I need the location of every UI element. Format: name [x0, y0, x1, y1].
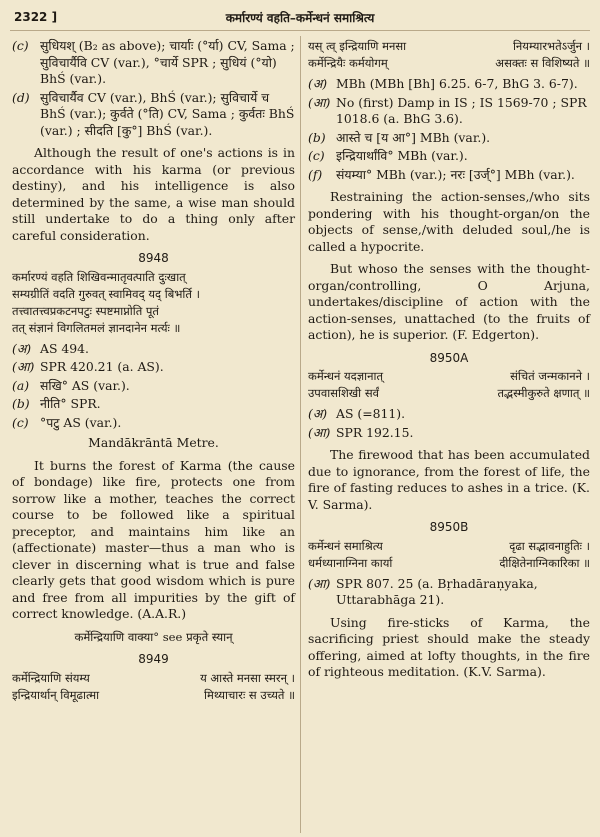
variant-reading	[12, 378, 295, 395]
left-variant-list-b	[12, 341, 295, 432]
verse-line	[12, 269, 295, 286]
verse-line	[308, 368, 590, 385]
variant-reading	[12, 90, 295, 140]
verse-half-a: सम्यग्रीतिं वदति गुरुवत् स्वामिवद् यद् बिभर्ति ।	[12, 286, 200, 301]
verse-half-a: कर्मारण्यं वहति शिखिवन्मातृवत्पाति दुःखात्	[12, 269, 186, 284]
right-variant-list-c	[308, 576, 590, 609]
verse-half-b: संचितं जन्मकानने ।	[510, 369, 590, 383]
verse-half-a: धर्मध्यानाग्निना कार्या	[308, 555, 393, 570]
verse-line	[12, 303, 295, 320]
variant-text: इन्द्रियार्थांवि° MBh (var.).	[336, 148, 468, 163]
verse-half-a: यस् त्व् इन्द्रियाणि मनसा	[308, 39, 407, 53]
verse-half-b: असक्तः स विशिष्यते ॥	[495, 56, 590, 70]
variant-text: AS (=811).	[336, 406, 406, 421]
right-translation-3: The firewood that has been accumulated due to ignorance, from the forest of life, the fire of fasting reduces to ashes in a trice. (K. V. Sarma).	[308, 447, 590, 512]
verse-8950a	[308, 368, 590, 402]
right-variant-list-b	[308, 406, 590, 441]
verse-number-8949: 8949	[138, 652, 169, 666]
variant-reading	[308, 76, 590, 93]
verse-half-a: तत्त्वातत्त्वप्रकटनपटुः स्पष्टमाप्नोति पूतं	[12, 303, 159, 318]
verse-half-a: कर्मेन्द्रियाणि संयम्य	[12, 670, 90, 685]
verse-half-b: नियम्यारभतेऽर्जुन ।	[512, 39, 590, 53]
verse-half-a: तत् संज्ञानं विगलितमलं ज्ञानदानेन मर्त्यः ॥	[12, 320, 181, 335]
variant-reading	[308, 95, 590, 128]
variant-label: (a)	[12, 377, 30, 393]
right-translation-1: Restraining the action-senses,/who sits pondering with his thought-organ/on the objects of sense,/with deluded soul,/he is called a hypocrite.	[308, 189, 590, 254]
variant-text: SPR 192.15.	[336, 424, 414, 440]
page-header	[14, 6, 586, 28]
verse-line	[308, 38, 590, 55]
left-translation-1: Although the result of one's actions is in accordance with his karma (or previous destiny), and his intelligence is also determined by the same, a wise man should still undertake to do a thing only after careful consideration.	[12, 145, 295, 243]
variant-label: (d)	[12, 89, 30, 105]
verse-8950b	[308, 538, 590, 572]
variant-text: नीति° SPR.	[40, 396, 101, 411]
variant-reading	[12, 38, 295, 88]
variant-text: AS 494.	[40, 340, 89, 356]
verse-line	[308, 555, 590, 572]
column-divider	[300, 36, 301, 833]
verse-half-a: उपवासशिखी सर्वं	[308, 386, 379, 400]
variant-text: संयम्या° MBh (var.); नरः [उर्ज्°] MBh (var.).	[336, 166, 575, 182]
variant-label: (c)	[12, 414, 29, 430]
verse-number-8948: 8948	[138, 251, 169, 265]
variant-reading	[12, 396, 295, 413]
verse-line	[308, 538, 590, 555]
variant-reading	[308, 148, 590, 165]
variant-text: सुधियश् (B₂ as above); चार्याः (°र्या) CV, Sama ; सुविचार्यैवि CV (var.), °चार्ये SPR ; सुधियं (°यो) BhŚ (var.).	[40, 38, 295, 86]
left-translation-2: It burns the forest of Karma (the cause of bondage) like fire, protects one from sorrow like a mother, teaches the correct course to be followed like a spiritual preceptor, and maintains him like an (affectionate) master—thus a man who is clever in discerning what is true and false clearly gets that good wisdom which is pure and free from all impurities by the gift of correct knowledge. (A.A.R.)	[12, 457, 295, 621]
metre-note: Mandākrāntā Metre.	[88, 435, 219, 450]
right-translation-2: But whoso the senses with the thought-organ/controlling, O Arjuna, undertakes/discipline of action with the action-senses, unattached (to the fruits of action), he is superior. (F. Edgerton).	[308, 261, 590, 342]
variant-label: (आ)	[12, 359, 35, 374]
variant-text: सखि° AS (var.).	[40, 377, 130, 393]
verse-half-b: मिथ्याचारः स उच्यते ॥	[204, 687, 295, 702]
variant-reading	[308, 130, 590, 147]
verse-number-8950a: 8950A	[429, 350, 469, 365]
variant-reading	[12, 341, 295, 358]
variant-label: (आ)	[308, 424, 331, 440]
variant-label: (c)	[308, 148, 325, 163]
variant-text: आस्ते च [य आ°] MBh (var.).	[336, 129, 491, 145]
verse-line	[308, 385, 590, 402]
variant-text: MBh (MBh [Bh] 6.25. 6-7, BhG 3. 6-7).	[336, 76, 578, 91]
right-translation-4: Using fire-sticks of Karma, the sacrificing priest should make the steady offering, aimed at lofty thoughts, in the fire of righteous meditation. (K.V. Sarma).	[308, 614, 590, 679]
page-number: 2322 ]	[14, 10, 58, 24]
verse-8948	[12, 269, 295, 337]
variant-label: (f)	[308, 166, 323, 182]
verse-line	[12, 320, 295, 337]
verse-line	[12, 670, 295, 687]
variant-label: (आ)	[308, 94, 331, 110]
variant-text: SPR 807. 25 (a. Bṛhadāraṇyaka, Uttarabhāga 21).	[336, 575, 538, 607]
variant-reading	[12, 359, 295, 376]
verse-8949	[12, 670, 295, 704]
verse-half-b: दीक्षितेनाग्निकारिका ॥	[499, 555, 590, 570]
verse-8949-continued	[308, 38, 590, 72]
variant-reading	[308, 425, 590, 442]
header-rule	[10, 30, 590, 31]
right-column	[308, 36, 590, 837]
variant-text: SPR 420.21 (a. AS).	[40, 359, 164, 374]
variant-label: (b)	[308, 129, 326, 145]
variant-text: सुविचार्यैव CV (var.), BhŚ (var.); सुविचार्ये च BhŚ (var.); कुर्वते (°ति) CV, Sama ; कुर्वतः BhŚ (var.) ; सीदति [कु°] BhŚ (var.).	[40, 89, 295, 138]
verse-line	[12, 286, 295, 303]
variant-text: °पटु AS (var.).	[40, 414, 122, 430]
variant-reading	[308, 576, 590, 609]
verse-line	[308, 55, 590, 72]
verse-half-a: कर्मेन्धनं यदज्ञानात्	[308, 369, 384, 383]
variant-text: No (first) Damp in IS ; IS 1569-70 ; SPR 1018.6 (a. BhG 3.6).	[336, 94, 587, 126]
variant-label: (अ)	[12, 340, 32, 356]
verse-half-b: तद्भस्मीकुरुते क्षणात् ॥	[497, 386, 590, 400]
running-title: कर्मारण्यं वहति–कर्मेन्धनं समाश्रित्य	[225, 11, 375, 25]
variant-label: (b)	[12, 396, 30, 411]
verse-half-a: कर्मेन्धनं समाश्रित्य	[308, 538, 383, 553]
verse-line	[12, 687, 295, 704]
variant-label: (आ)	[308, 575, 331, 591]
variant-label: (अ)	[308, 76, 328, 91]
verse-half-b: दृढा सद्भावनाहुतिः ।	[509, 538, 590, 553]
variant-label: (c)	[12, 38, 29, 53]
verse-number-8950b: 8950B	[429, 520, 469, 534]
cross-reference: कर्मेन्द्रियाणि वाक्या° see प्रकृते स्यान्	[74, 629, 233, 644]
verse-half-b: य आस्ते मनसा स्मरन् ।	[200, 670, 295, 685]
left-column	[12, 36, 295, 837]
right-variant-list-a	[308, 76, 590, 183]
left-variant-list-a	[12, 38, 295, 139]
verse-half-a: कर्मेन्द्रियैः कर्मयोगम्	[308, 56, 388, 70]
variant-reading	[12, 415, 295, 432]
verse-half-a: इन्द्रियार्थान् विमूढात्मा	[12, 687, 100, 702]
variant-label: (अ)	[308, 406, 328, 421]
variant-reading	[308, 406, 590, 423]
variant-reading	[308, 167, 590, 184]
